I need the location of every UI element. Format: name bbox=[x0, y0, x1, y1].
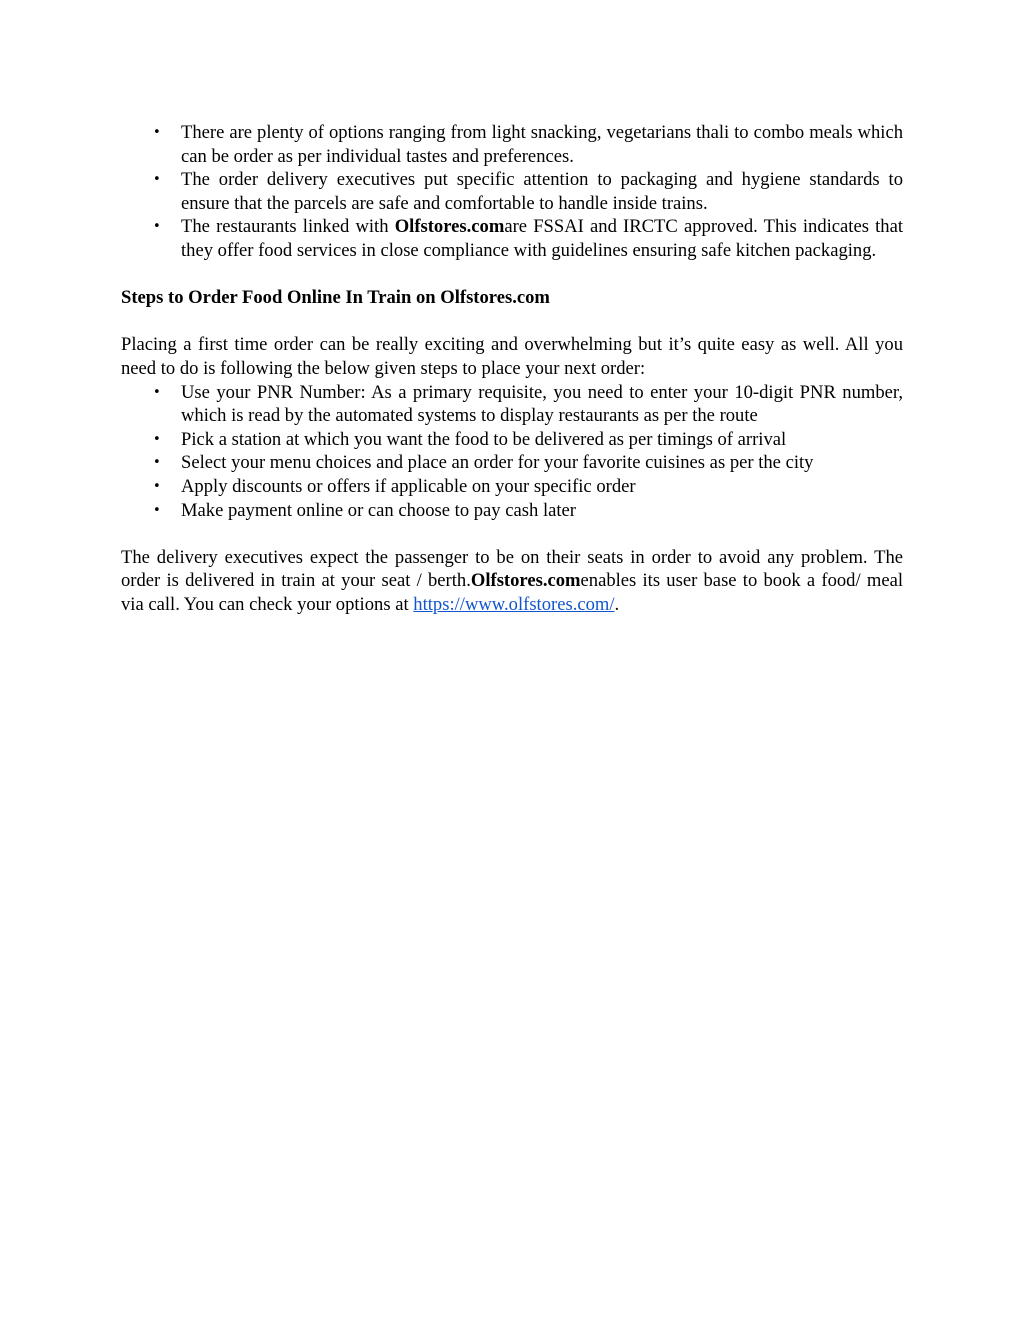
step-text: Make payment online or can choose to pay cash later bbox=[181, 499, 576, 521]
step-text: Apply discounts or offers if applicable on your specific order bbox=[181, 475, 636, 497]
bullet-icon: • bbox=[153, 455, 161, 471]
bullet-icon: • bbox=[153, 478, 161, 494]
feature-list bbox=[121, 121, 903, 263]
brand-name: Olfstores.com bbox=[470, 570, 581, 592]
step-text: Select your menu choices and place an order for your favorite cuisines as per the city bbox=[181, 452, 814, 474]
bullet-icon: • bbox=[153, 502, 161, 518]
step-item bbox=[121, 451, 903, 475]
bullet-icon: • bbox=[153, 125, 161, 140]
bullet-icon: • bbox=[153, 219, 161, 235]
step-item bbox=[121, 499, 903, 523]
brand-name: Olfstores.com bbox=[394, 216, 505, 238]
bullet-icon: • bbox=[153, 384, 161, 400]
bullet-icon: • bbox=[153, 431, 161, 447]
closing-text: The delivery executives expect the passenger to be on their seats in order to avoid any problem. The order is delivered in train at your seat / berth. bbox=[121, 546, 903, 592]
step-text: Pick a station at which you want the food to be delivered as per timings of arrival bbox=[181, 428, 787, 450]
list-item bbox=[121, 215, 903, 262]
section-heading: Steps to Order Food Online In Train on Olfstores.com bbox=[121, 287, 550, 309]
bullet-icon: • bbox=[153, 172, 161, 188]
list-item bbox=[121, 121, 903, 168]
step-text: Use your PNR Number: As a primary requisite, you need to enter your 10-digit PNR number, which is read by the automated systems to display restaurants as per the route bbox=[181, 381, 903, 427]
closing-paragraph bbox=[121, 546, 903, 617]
list-item-text: The restaurants linked with bbox=[181, 216, 395, 238]
list-item-text: There are plenty of options ranging from light snacking, vegetarians thali to combo meals which can be order as per individual tastes and preferences. bbox=[181, 122, 903, 167]
step-item bbox=[121, 428, 903, 452]
website-link[interactable]: https://www.olfstores.com/ bbox=[413, 593, 615, 615]
closing-period: . bbox=[614, 593, 620, 615]
step-item bbox=[121, 475, 903, 499]
list-item bbox=[121, 168, 903, 215]
list-item-text: The order delivery executives put specific attention to packaging and hygiene standards to ensure that the parcels are safe and comfortable to handle inside trains. bbox=[181, 169, 903, 214]
document-page bbox=[121, 121, 903, 616]
intro-paragraph: Placing a first time order can be really exciting and overwhelming but it’s quite easy as well. All you need to do is following the below given steps to place your next order: bbox=[121, 334, 903, 379]
steps-list bbox=[121, 381, 903, 523]
step-item bbox=[121, 381, 903, 428]
list-item-text: are FSSAI and IRCTC approved. This indicates that they offer food services in close compliance with guidelines ensuring safe kitchen packaging. bbox=[181, 216, 904, 261]
closing-text: enables its user base to book a food/ meal via call. You can check your options at bbox=[121, 570, 904, 615]
